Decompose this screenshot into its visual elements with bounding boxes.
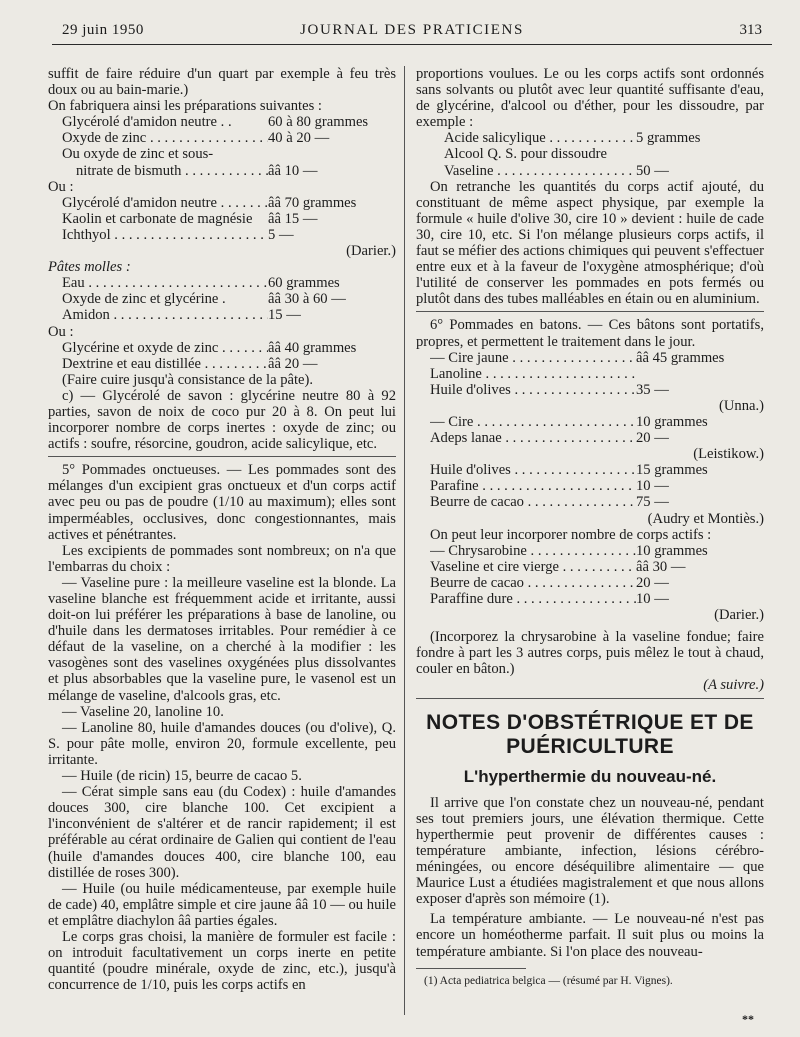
recipe-row: [430, 591, 764, 607]
paragraph: 6° Pommades en batons. — Ces bâtons sont portatifs, propres, et permettent le traitement dans le jour.: [416, 317, 764, 350]
ingredient-label: Ou oxyde de zinc et sous-: [62, 146, 214, 163]
ingredient-quantity: ââ 10 —: [268, 162, 318, 179]
recipe-row: [430, 350, 764, 366]
page-number: 313: [739, 22, 762, 38]
paragraph: 5° Pommades onctueuses. — Les pommades sont des mélanges d'un excipient gras onctueux et d'un corps actif avec peu ou pas de poudre (1/10 au maximum); elles sont imperméables, occlusives, donc congestionnantes, mais actives et pénétrantes.: [48, 462, 396, 543]
author-credit: (Unna.): [719, 397, 764, 414]
recipe-list: [416, 414, 764, 446]
footnote: (1) Acta pediatrica belgica — (résumé par H. Vignes).: [424, 974, 673, 987]
paragraph: On fabriquera ainsi les préparations suivantes :: [48, 98, 322, 115]
recipe-row: [444, 146, 764, 162]
paragraph: — Huile (de ricin) 15, beurre de cacao 5.: [62, 768, 302, 785]
recipe-row: [430, 430, 764, 446]
ingredient-quantity: 5 —: [268, 226, 294, 243]
recipe-row: [62, 227, 396, 243]
ingredient-label: Amidon . . .: [62, 307, 268, 323]
paragraph: (Faire cuire jusqu'à consistance de la pâte).: [62, 371, 314, 388]
paragraph: Le corps gras choisi, la manière de formuler est facile : on introduit facultativement un corps inerte en petite quantité (poudre minérale, oxyde de zinc, etc.), jusqu'à concurrence de 1/10, puis les corps actifs en: [48, 928, 396, 994]
ingredient-quantity: ââ 45 grammes: [636, 349, 725, 366]
article-title: L'hyperthermie du nouveau-né.: [463, 766, 717, 786]
recipe-list: [416, 130, 764, 178]
paragraph: suffit de faire réduire d'un quart par exemple à feu très doux ou au bain-marie.): [48, 66, 396, 99]
ingredient-quantity: 15 —: [268, 307, 301, 324]
paragraph: — Vaseline pure : la meilleure vaseline est la blonde. La vaseline blanche est fréquemment acide et irritante, aussi doit-on lui préférer les préparations à base de lanoline, ou d'huile dans les dermatoses irritables. Pour remédier à ce défaut de la vaseline, on a cherché à la modifier : les vasogènes sont des vaselines oxygénées plus dissolvantes et plus absorbables que la vaseline pure, le vasenol est un mélange de vaseline, d'alcools gras, etc.: [48, 574, 396, 704]
recipe-row: [430, 366, 764, 382]
ingredient-quantity: 60 à 80 grammes: [268, 114, 369, 131]
page-header: [62, 22, 762, 42]
recipe-row: [62, 163, 396, 179]
recipe-row: [62, 195, 396, 211]
ingredient-quantity: ââ 70 grammes: [268, 194, 357, 211]
ingredient-label: Vaseline et cire vierge . . .: [430, 559, 636, 575]
author-credit: (Audry et Montiès.): [647, 510, 764, 527]
ingredient-label: Beurre de cacao . . .: [430, 575, 636, 591]
recipe-row: [62, 307, 396, 323]
section-rule: [416, 698, 764, 699]
recipe-row: [430, 494, 764, 510]
ingredient-quantity: 20 —: [636, 430, 669, 447]
recipe-row: [430, 382, 764, 398]
header-date: 29 juin 1950: [62, 22, 144, 38]
ingredient-label: Oxyde de zinc . . .: [62, 130, 268, 146]
paragraph-rule: [416, 311, 764, 312]
ingredient-label: Alcool Q. S. pour dissoudre: [444, 146, 607, 163]
ingredient-quantity: 40 à 20 —: [268, 130, 330, 147]
recipe-row: [430, 543, 764, 559]
footnote-rule: [416, 968, 526, 969]
ingredient-quantity: 50 —: [636, 162, 669, 179]
ingredient-quantity: 20 —: [636, 574, 669, 591]
recipe-row: [62, 275, 396, 291]
ingredient-label: Huile d'olives . . .: [430, 462, 636, 478]
ingredient-quantity: 10 grammes: [636, 413, 708, 430]
recipe-row: [62, 114, 396, 130]
ingredient-label: Glycérolé d'amidon neutre . . .: [62, 195, 268, 211]
ingredient-quantity: ââ 15 —: [268, 210, 318, 227]
paragraph: — Huile (ou huile médicamenteuse, par exemple huile de cade) 40, emplâtre simple et cire jaune ââ 10 — ou huile et emplâtre diachylon ââ parties égales.: [48, 880, 396, 929]
ingredient-quantity: 75 —: [636, 494, 669, 511]
recipe-list: [48, 195, 396, 243]
recipe-list: [416, 543, 764, 607]
header-rule: [52, 44, 772, 45]
ingredient-label: Paraffine dure . . .: [430, 591, 636, 607]
ingredient-label: nitrate de bismuth . . .: [76, 163, 268, 179]
recipe-list: [48, 340, 396, 372]
ingredient-label: Glycérolé d'amidon neutre . .: [62, 114, 232, 131]
ingredient-label: Adeps lanae . . .: [430, 430, 636, 446]
paragraph: c) — Glycérolé de savon : glycérine neutre 80 à 92 parties, savon de noix de coco pur 20 à 8. On peut lui incorporer nombre de corps inertes : oxyde de zinc; ou actifs : soufre, résorcine, goudron, acide salicylique, etc.: [48, 387, 396, 453]
paragraph: proportions voulues. Le ou les corps actifs sont ordonnés sans solvants ou plutôt avec leur quantité suffisante d'eau, de glycérine, d'alcool ou d'éther, pour les dissoudre, par exemple :: [416, 66, 764, 131]
paragraph: Il arrive que l'on constate chez un nouveau-né, pendant ses tout premiers jours, une élévation thermique. Cette hyperthermie peut provenir de différentes causes : température ambiante, infection, lésions cérébro-méningées, ou encore déséquilibre alimentaire — que Maurice Lust a étudiées magistralement et que nous allons exposer d'après son mémoire (1).: [416, 794, 764, 908]
recipe-row: [430, 575, 764, 591]
section-title: NOTES D'OBSTÉTRIQUE ET DE PUÉRICULTURE: [426, 710, 754, 758]
paragraph: — Vaseline 20, lanoline 10.: [62, 703, 224, 720]
recipe-list: [48, 275, 396, 323]
recipe-row: [62, 291, 396, 307]
ingredient-label: Vaseline . . .: [444, 163, 636, 179]
ingredient-label: Oxyde de zinc et glycérine .: [62, 291, 226, 308]
ingredient-label: — Cire . . .: [430, 414, 636, 430]
paragraph-rule: [48, 456, 396, 457]
recipe-row: [444, 130, 764, 146]
paragraph: (Incorporez la chrysarobine à la vaseline fondue; faire fondre à part les 3 autres corps, puis mêlez le tout à chaud, couler en bâton.): [416, 629, 764, 678]
ou-label: Ou :: [48, 323, 74, 340]
ingredient-quantity: 5 grammes: [636, 130, 701, 147]
ingredient-label: Glycérine et oxyde de zinc . . .: [62, 340, 268, 356]
recipe-row: [62, 130, 396, 146]
ingredient-quantity: ââ 30 —: [636, 558, 686, 575]
end-ornament: **: [742, 1011, 754, 1026]
recipe-row: [430, 414, 764, 430]
ingredient-quantity: 10 —: [636, 478, 669, 495]
author-credit: (Darier.): [714, 607, 764, 624]
right-column: [416, 66, 764, 989]
section-label: Pâtes molles :: [48, 259, 131, 276]
ingredient-label: Parafine . . .: [430, 478, 636, 494]
journal-title: JOURNAL DES PRATICIENS: [300, 22, 524, 38]
to-be-continued: (A suivre.): [703, 677, 764, 694]
paragraph: La température ambiante. — Le nouveau-né n'est pas encore un homéotherme parfait. Il suit plus ou moins la température ambiante. Si l'on place des nouveau-: [416, 911, 764, 960]
ingredient-quantity: 35 —: [636, 381, 669, 398]
left-column: [48, 66, 396, 993]
author-credit: (Leistikow.): [693, 446, 764, 463]
ingredient-quantity: 10 —: [636, 591, 669, 607]
paragraph: On peut leur incorporer nombre de corps actifs :: [430, 526, 712, 543]
ingredient-quantity: 15 grammes: [636, 462, 708, 479]
recipe-list: [416, 462, 764, 510]
recipe-row: [430, 478, 764, 494]
ingredient-label: — Chrysarobine . . .: [430, 543, 636, 559]
column-divider: [404, 66, 405, 1015]
ingredient-label: — Cire jaune . . .: [430, 350, 636, 366]
paragraph: — Lanoline 80, huile d'amandes douces (ou d'olive), Q. S. pour pâte molle, environ 20, formule excellente, peu irritante.: [48, 719, 396, 768]
recipe-row: [62, 340, 396, 356]
recipe-list: [416, 350, 764, 398]
ingredient-label: Huile d'olives . . .: [430, 382, 636, 398]
recipe-row: [62, 146, 396, 162]
paragraph: Les excipients de pommades sont nombreux; on n'a que l'embarras du choix :: [48, 542, 396, 575]
ingredient-label: Dextrine et eau distillée . . .: [62, 356, 268, 372]
ingredient-label: Beurre de cacao . . .: [430, 494, 636, 510]
ou-label: Ou :: [48, 178, 74, 195]
recipe-row: [444, 163, 764, 179]
recipe-row: [62, 211, 396, 227]
ingredient-quantity: 10 grammes: [636, 542, 708, 559]
ingredient-label: Kaolin et carbonate de magnésie: [62, 210, 253, 227]
ingredient-label: Ichthyol . . .: [62, 227, 268, 243]
ingredient-quantity: ââ 30 à 60 —: [268, 291, 346, 308]
ingredient-label: Lanoline . . .: [430, 366, 636, 382]
ingredient-quantity: ââ 40 grammes: [268, 339, 357, 356]
recipe-row: [62, 356, 396, 372]
ingredient-label: Eau . . .: [62, 275, 268, 291]
author-credit: (Darier.): [346, 243, 396, 260]
recipe-list: [48, 114, 396, 178]
paragraph: — Cérat simple sans eau (du Codex) : huile d'amandes douces 300, cire blanche 100. Cet excipient a l'inconvénient de s'altérer et de rancir rapidement; il est préférable au cérat ordinaire de Galien qui contient de l'eau (huile d'amandes douces 400, cire blanche 100, eau distillée de roses 300).: [48, 784, 396, 881]
ingredient-quantity: 60 grammes: [268, 275, 340, 292]
paragraph: On retranche les quantités du corps actif ajouté, du constituant de même aspect physique, par exemple la formule « huile d'olive 30, cire 10 » devient : huile de cade 30, cire 10, etc. Si l'on mélange plusieurs corps actifs, il faut se méfier des actions chimiques qui peuvent s'effectuer entre eux et à la faveur de l'oxygène atmosphérique; d'où l'utilité de conserver les pommades en pots fermés ou plutôt dans des tubes malléables en étain ou en aluminium.: [416, 178, 764, 308]
recipe-row: [430, 462, 764, 478]
recipe-row: [430, 559, 764, 575]
ingredient-quantity: ââ 20 —: [268, 355, 318, 372]
ingredient-label: Acide salicylique . . .: [444, 130, 636, 146]
